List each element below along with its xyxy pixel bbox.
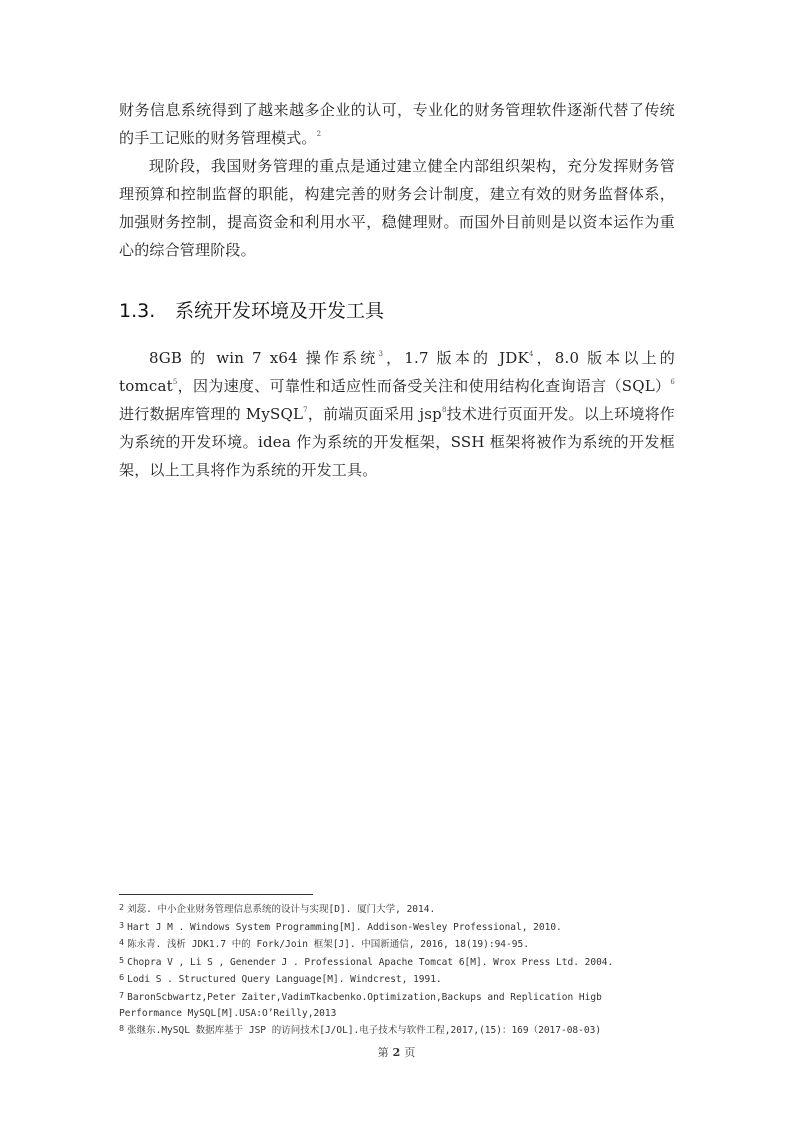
footnote-ref-5[interactable]: 5 — [172, 378, 178, 386]
footnote-2 — [119, 900, 679, 918]
footnote-text: Performance MySQL[M].USA:O’Reilly,2013 — [119, 1007, 337, 1019]
footnote-6 — [119, 970, 679, 988]
footnote-mark: 3 — [119, 920, 125, 930]
footnote-separator — [119, 894, 313, 895]
footnote-4 — [119, 935, 679, 953]
footnote-mark: 2 — [119, 903, 125, 912]
footnote-mark: 5 — [119, 955, 125, 965]
footnote-8 — [119, 1021, 679, 1039]
paragraph-3-part-4: ，因为速度、可靠性和适应性而备受关注和使用结构化查询语言（SQL） — [177, 377, 671, 395]
page-number — [0, 1044, 793, 1060]
paragraph-3-part-2: ，1.7 版本的 JDK — [383, 349, 529, 367]
section-title: 系统开发环境及开发工具 — [175, 300, 385, 322]
footnote-ref-4[interactable]: 4 — [528, 350, 534, 358]
paragraph-3-part-3: ，8.0 版本以上的 tomcat — [119, 349, 676, 395]
paragraph-1 — [119, 96, 675, 152]
footnote-ref-8[interactable]: 8 — [441, 406, 447, 414]
footnote-mark: 6 — [119, 973, 125, 983]
paragraph-3-part-5: 进行数据库管理的 MySQL — [119, 405, 304, 423]
footnote-mark: 8 — [119, 1024, 125, 1034]
footnote-7 — [119, 988, 679, 1006]
footnote-3 — [119, 918, 679, 936]
paragraph-3-part-7: 技术进行页面开发。以上环境将作为系统的开发环境。idea 作为系统的开发框架，SSH 框架将被作为系统的开发框架，以上工具将作为系统的开发工具。 — [119, 405, 676, 479]
footnote-text: 刘蕊. 中小企业财务管理信息系统的设计与实现[D]. 厦门大学, 2014. — [127, 904, 436, 915]
paragraph-3-part-1: 8GB 的 win 7 x64 操作系统 — [149, 349, 379, 367]
paragraph-3-part-6: ，前端页面采用 jsp — [307, 405, 442, 423]
footnote-ref-6[interactable]: 6 — [670, 378, 675, 386]
page-number-suffix: 页 — [404, 1046, 416, 1059]
paragraph-1-text: 财务信息系统得到了越来越多企业的认可，专业化的财务管理软件逐渐代替了传统的手工记账的财务管理模式。 — [119, 101, 675, 147]
footnote-7-continued — [119, 1006, 679, 1022]
section-number: 1.3. — [119, 300, 156, 322]
footnote-ref-2[interactable]: 2 — [316, 130, 322, 138]
footnote-ref-7[interactable]: 7 — [303, 406, 308, 414]
page-body — [119, 96, 675, 484]
footnote-ref-3[interactable]: 3 — [378, 350, 384, 358]
footnote-text: 陈永青. 浅析 JDK1.7 中的 Fork/Join 框架[J]. 中国新通信, 2016, 18(19):94-95. — [127, 939, 529, 951]
footnote-text: Chopra V , Li S , Genender J . Professional Apache Tomcat 6[M]. Wrox Press Ltd. 2004. — [127, 956, 614, 968]
footnotes — [119, 900, 679, 1039]
section-heading — [119, 294, 675, 328]
footnote-text: 张继东.MySQL 数据库基于 JSP 的访问技术[J/OL].电子技术与软件工程,2017,(15)：169（2017-08-03) — [127, 1025, 602, 1037]
paragraph-2: 现阶段，我国财务管理的重点是通过建立健全内部组织架构，充分发挥财务管理预算和控制监督的职能，构建完善的财务会计制度，建立有效的财务监督体系，加强财务控制，提高资金和利用水平，稳健理财。而国外目前则是以资本运作为重心的综合管理阶段。 — [119, 157, 675, 259]
page-number-value: 2 — [392, 1046, 401, 1059]
footnote-mark: 4 — [119, 938, 125, 948]
footnote-mark: 7 — [119, 990, 125, 1000]
footnote-text: Lodi S . Structured Query Language[M]. Windcrest, 1991. — [127, 974, 442, 986]
paragraph-3 — [119, 344, 675, 484]
page-number-prefix: 第 — [377, 1046, 389, 1059]
footnote-text: BaronScbwartz,Peter Zaiter,VadimTkacbenko.Optimization,Backups and Replication Higb — [127, 991, 602, 1003]
footnote-5 — [119, 953, 679, 971]
footnote-text: Hart J M . Windows System Programming[M]. Addison-Wesley Professional, 2010. — [127, 921, 562, 933]
